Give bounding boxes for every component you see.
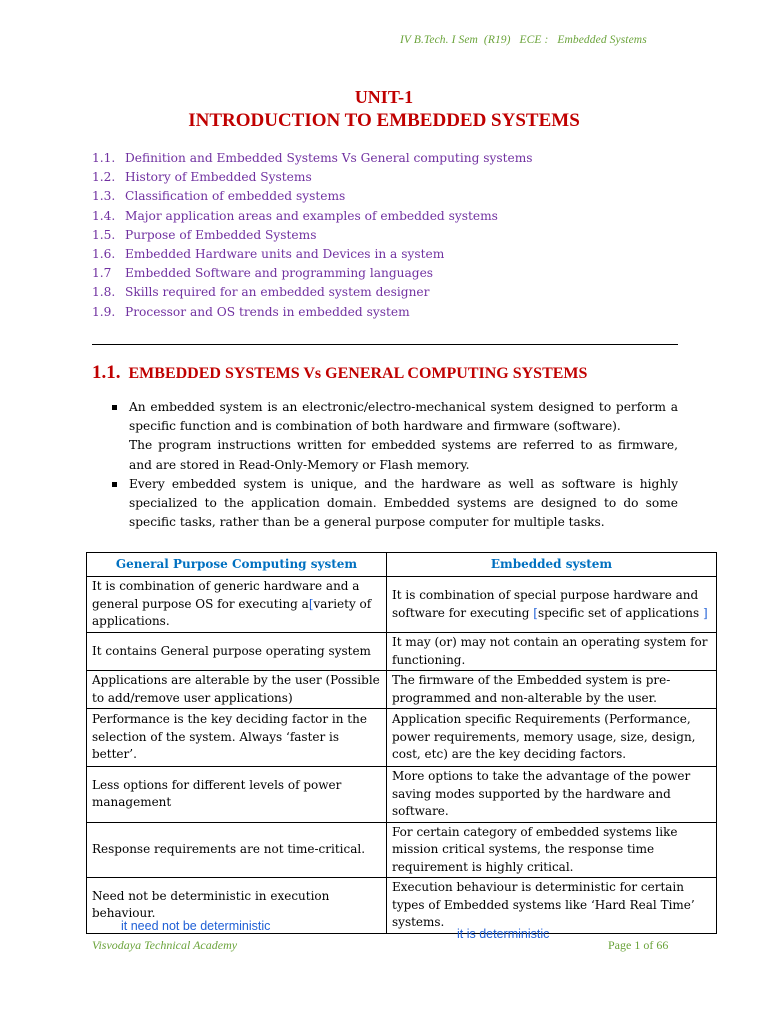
toc-text: Major application areas and examples of embedded systems	[125, 208, 498, 223]
bracket-annotation-mark: [	[533, 605, 538, 620]
toc-text: Processor and OS trends in embedded system	[125, 304, 410, 319]
table-row	[87, 709, 717, 767]
column-header: General Purpose Computing system	[87, 553, 387, 577]
section-heading	[92, 362, 587, 384]
bracket-annotation-mark: ]	[703, 605, 708, 620]
toc-text: Definition and Embedded Systems Vs General computing systems	[125, 151, 533, 165]
table-cell: Execution behaviour is deterministic for certain types of Embedded systems like ‘Hard Real Time’ systems.	[387, 878, 717, 934]
table-cell	[87, 577, 387, 633]
toc-number: 1.6.	[92, 246, 116, 261]
table-cell: Applications are alterable by the user (Possible to add/remove user applications)	[87, 671, 387, 709]
toc-item	[92, 283, 533, 302]
table-cell	[387, 577, 717, 633]
toc-number: 1.8.	[92, 285, 116, 300]
bullet-list	[112, 398, 678, 532]
toc-item	[92, 226, 533, 245]
cell-text: variety of applications.	[92, 596, 372, 629]
table-cell: Response requirements are not time-critical.	[87, 822, 387, 878]
toc-number: 1.5.	[92, 227, 116, 242]
toc-item	[92, 264, 533, 283]
toc-item	[92, 303, 533, 322]
bracket-annotation-mark: [	[308, 596, 314, 611]
cell-text: It is combination of special purpose hardware and software for executing	[392, 588, 699, 620]
page-header: IV B.Tech. I Sem (R19) ECE : Embedded Systems	[400, 34, 647, 46]
column-header: Embedded system	[387, 553, 717, 577]
table-row	[87, 822, 717, 878]
toc-text: Purpose of Embedded Systems	[125, 227, 317, 242]
toc-number: 1.3.	[92, 189, 116, 204]
table-row	[87, 767, 717, 823]
table-row	[87, 671, 717, 709]
toc-item	[92, 149, 533, 168]
footer-page-number: Page 1 of 66	[608, 938, 669, 952]
section-number: 1.1.	[92, 362, 121, 383]
toc-item	[92, 245, 533, 264]
toc-text: Embedded Hardware units and Devices in a system	[125, 246, 445, 261]
toc-text: Classification of embedded systems	[125, 189, 346, 204]
toc-text: Skills required for an embedded system designer	[125, 285, 430, 300]
bullet-paragraph: Every embedded system is unique, and the hardware as well as software is highly specialized to the application domain. Embedded systems are designed to do some specific tasks, rather than be a general purpose computer for multiple tasks.	[129, 476, 678, 530]
cell-text: It is combination of generic hardware and a general purpose OS for executing a	[92, 579, 360, 611]
table-cell: Need not be deterministic in execution behaviour.	[87, 878, 387, 934]
toc-number: 1.7	[92, 266, 112, 281]
table-cell: Less options for different levels of power management	[87, 767, 387, 823]
table-header-row	[87, 553, 717, 577]
unit-label: UNIT-1	[354, 87, 414, 107]
bullet-item	[112, 475, 678, 533]
toc-number: 1.2.	[92, 170, 116, 185]
bullet-item	[112, 398, 678, 475]
toc-number: 1.9.	[92, 304, 116, 319]
toc-number: 1.1.	[92, 151, 116, 165]
toc-number: 1.4.	[92, 208, 116, 223]
toc-item	[92, 207, 533, 226]
table-cell: More options to take the advantage of the power saving modes supported by the hardware and software.	[387, 767, 717, 823]
section-divider	[92, 344, 678, 345]
bullet-marker	[112, 482, 117, 487]
toc-item	[92, 168, 533, 187]
bullet-paragraph: An embedded system is an electronic/electro-mechanical system designed to perform a specific function and is combination of both hardware and firmware (software).	[129, 400, 678, 434]
footer-institution: Visvodaya Technical Academy	[92, 938, 238, 952]
table-cell: It may (or) may not contain an operating system for functioning.	[387, 633, 717, 671]
toc-text: Embedded Software and programming languages	[125, 266, 434, 281]
table-cell: It contains General purpose operating system	[87, 633, 387, 671]
toc-item	[92, 187, 533, 206]
table-cell: The firmware of the Embedded system is pre-programmed and non-alterable by the user.	[387, 671, 717, 709]
cell-text: specific set of applications	[537, 605, 704, 620]
table-of-contents	[92, 149, 533, 322]
table-row	[87, 577, 717, 633]
table-row	[87, 633, 717, 671]
handwritten-annotation-left: it need not be deterministic	[121, 919, 271, 933]
handwritten-annotation-right: it is deterministic	[457, 927, 550, 941]
bullet-marker	[112, 405, 117, 410]
table-cell: Performance is the key deciding factor in the selection of the system. Always ‘faster is better’.	[87, 709, 387, 767]
section-title: EMBEDDED SYSTEMS Vs GENERAL COMPUTING SYSTEMS	[128, 365, 588, 382]
comparison-table	[86, 552, 717, 934]
table-cell: For certain category of embedded systems like mission critical systems, the response time requirement is highly critical.	[387, 822, 717, 878]
bullet-paragraph: The program instructions written for embedded systems are referred to as firmware, and are stored in Read-Only-Memory or Flash memory.	[129, 438, 678, 472]
page-title: INTRODUCTION TO EMBEDDED SYSTEMS	[188, 110, 580, 131]
toc-text: History of Embedded Systems	[125, 170, 312, 185]
table-cell: Application specific Requirements (Performance, power requirements, memory usage, size, design, cost, etc) are the key deciding factors.	[387, 709, 717, 767]
